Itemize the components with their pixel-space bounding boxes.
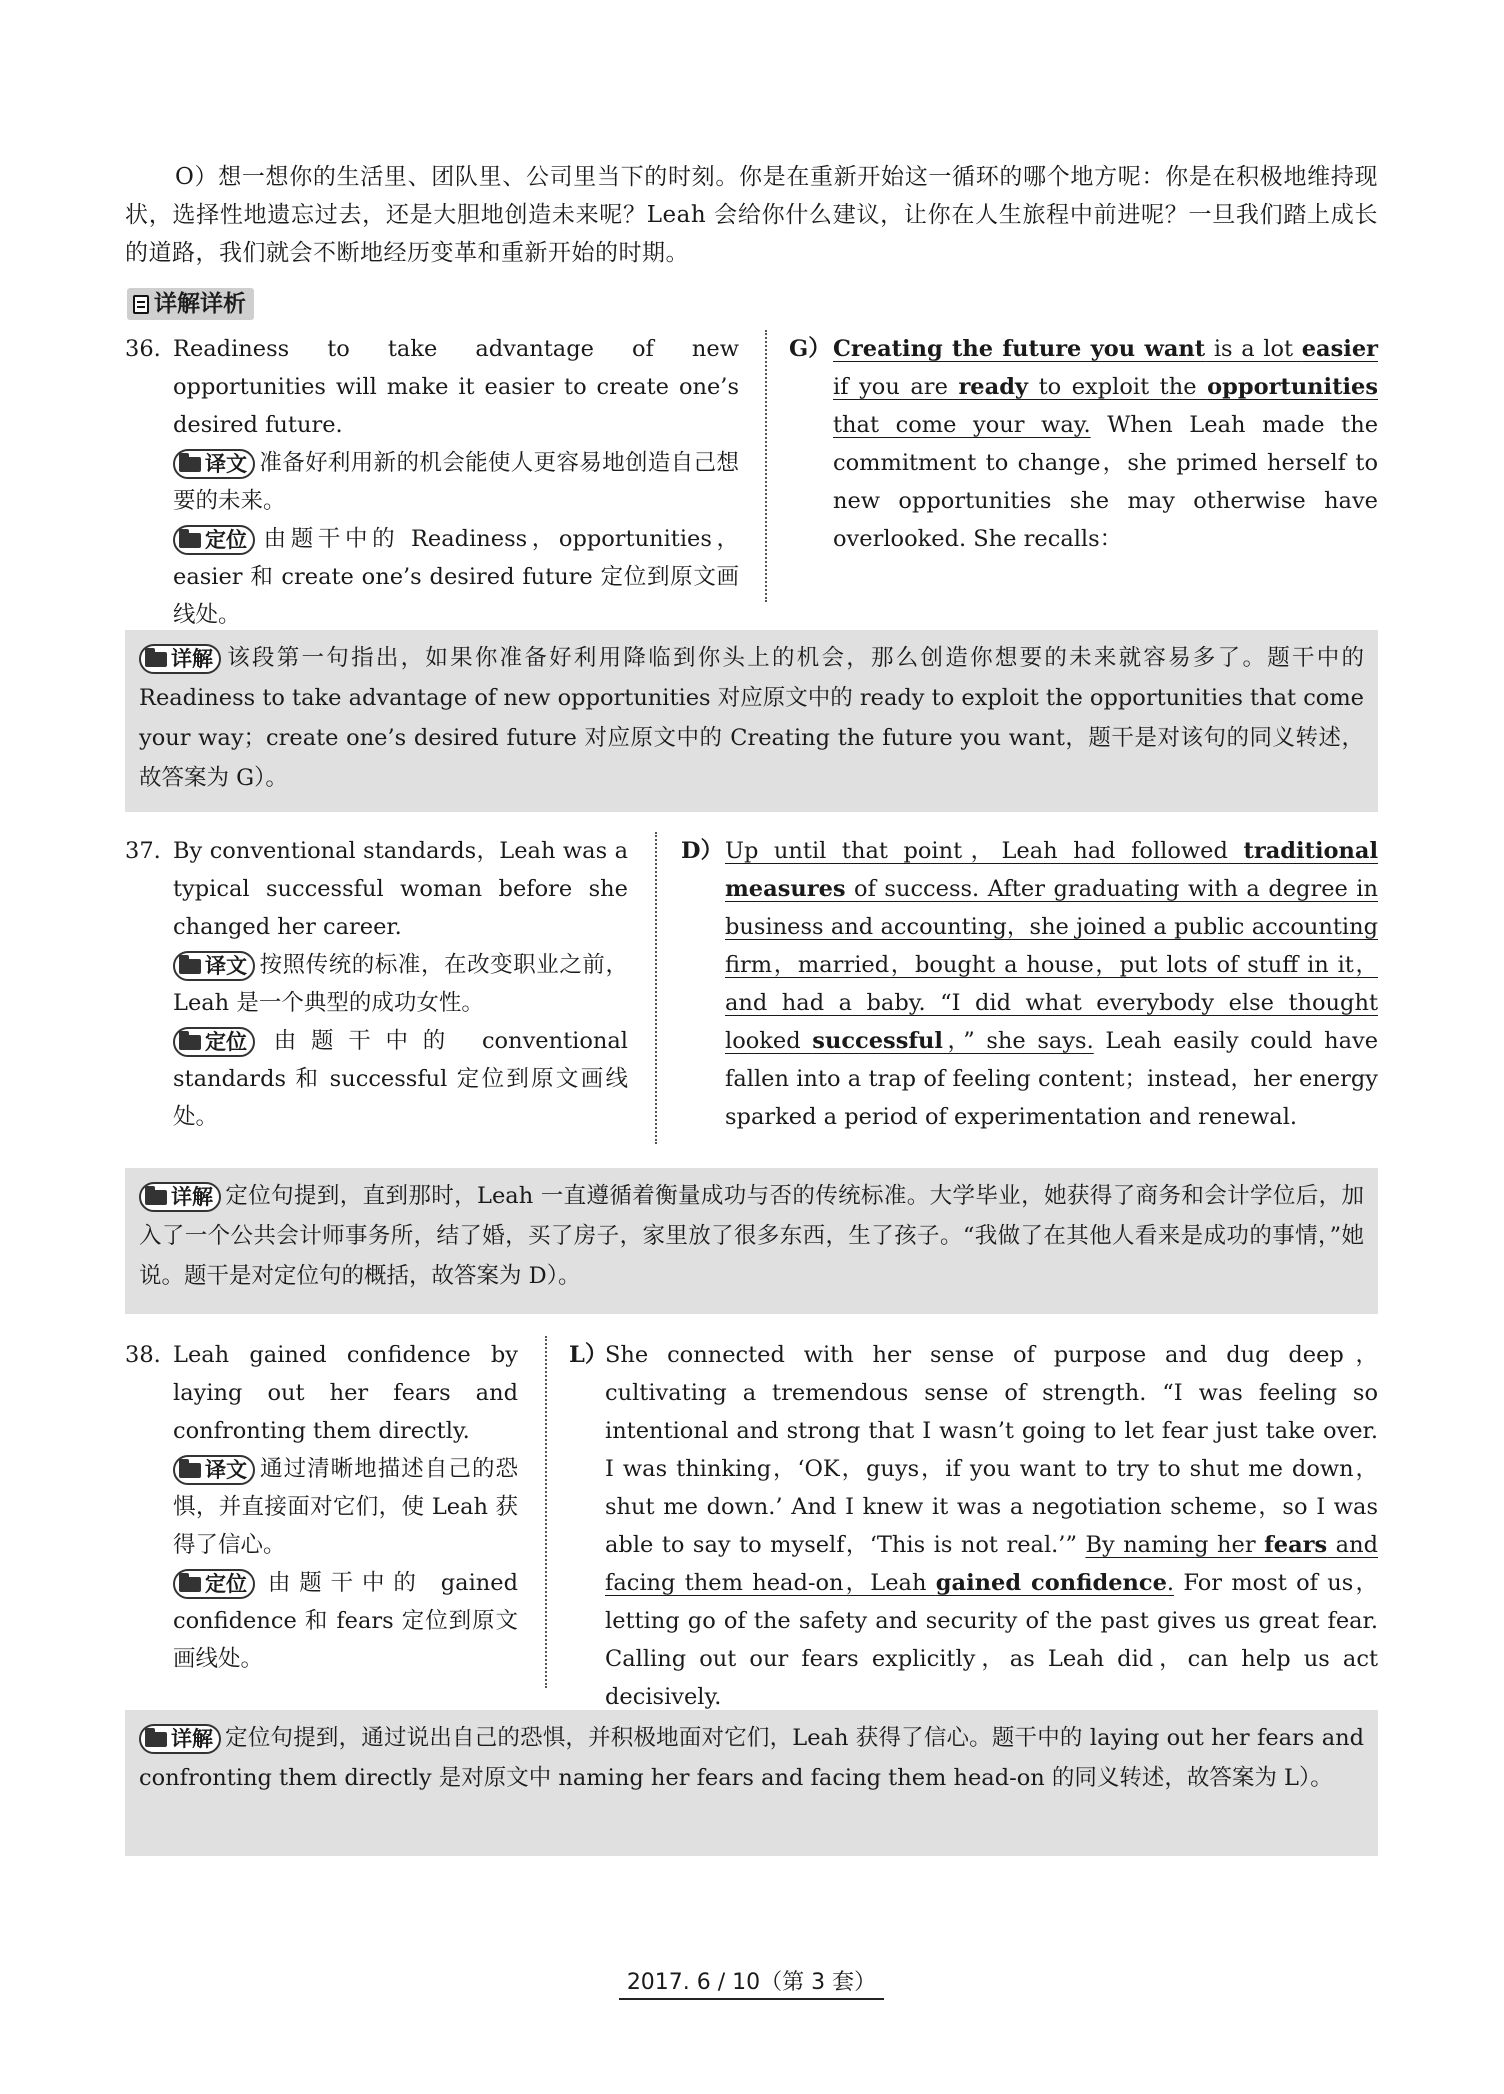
translation-tag: 译文: [173, 1455, 255, 1485]
question-text: Readiness to take advantage of new opportunities will make it easier to create one’s desired future.: [173, 336, 739, 438]
answer-letter: G）: [789, 336, 831, 362]
explain-tag: 详解: [139, 644, 221, 674]
folder-icon: [145, 1190, 167, 1205]
locate-text: 由题干中的 gained confidence 和 fears 定位到原文画线处。: [173, 1570, 518, 1672]
question-stem-37: [125, 832, 628, 1136]
answer-text-run: .: [1166, 1570, 1175, 1596]
question-number: 36.: [125, 336, 161, 362]
translation-text: 通过清晰地描述自己的恐惧，并直接面对它们，使 Leah 获得了信心。: [173, 1456, 518, 1558]
answer-text-run: is a lot: [1205, 336, 1302, 362]
locate-tag: 定位: [173, 1027, 255, 1057]
translation-tag: 译文: [173, 449, 255, 479]
locate-tag: 定位: [173, 1569, 255, 1599]
explain-tag: 详解: [139, 1182, 221, 1212]
question-stem-38: [125, 1336, 518, 1678]
locate-line: [173, 1022, 628, 1136]
question-text: Leah gained confidence by laying out her fears and confronting them directly.: [173, 1342, 518, 1444]
answer-text-run: easier: [1301, 336, 1378, 362]
column-divider: [545, 1336, 547, 1688]
answer-text-run: For most of us，letting go of the safety and security of the past gives us great fear. Calling out our fears explicitly，as Leah did，can help us act decisively.: [605, 1570, 1378, 1710]
folder-icon: [179, 1577, 201, 1592]
explanation-box-36: [125, 630, 1378, 812]
explanation-box-38: [125, 1710, 1378, 1856]
answer-text-run: and facing them head-on，Leah: [605, 1532, 1378, 1596]
translation-line: [173, 1450, 518, 1564]
folder-icon: [145, 652, 167, 667]
locate-text: 由题干中的 conventional standards 和 successful 定位到原文画线处。: [173, 1028, 628, 1130]
explanation-text: 该段第一句指出，如果你准备好利用降临到你头上的机会，那么创造你想要的未来就容易多了。题干中的 Readiness to take advantage of new opportunities 对应原文中的 ready to exploit the opportunities that come your way；create one’s desired future 对应原文中的 Creating the future you want，题干是对该句的同义转述，故答案为 G）。: [139, 645, 1364, 791]
answer-passage-36: [789, 330, 1378, 558]
answer-text: [833, 330, 1378, 558]
answer-text-run: opportunities: [1207, 374, 1379, 400]
answer-text: [725, 832, 1378, 1136]
folder-icon: [179, 533, 201, 548]
answer-text-run: fears: [1264, 1532, 1328, 1558]
answer-text-run: She connected with her sense of purpose and dug deep，cultivating a tremendous sense of strength. “I was feeling so intentional and strong that I wasn’t going to let fear just take over. I was thinking，‘OK，guys，if you want to try to shut me down，shut me down.’ And I knew it was a negotiation scheme，so I was able to say to myself，‘This is not real.’”: [605, 1342, 1378, 1558]
folder-icon: [179, 959, 201, 974]
answer-text-run: Creating the future you want: [833, 336, 1206, 362]
answer-text-run: if you are: [833, 374, 959, 400]
translation-text: 准备好利用新的机会能使人更容易地创造自己想要的未来。: [173, 450, 739, 514]
document-icon: [133, 295, 149, 314]
answer-text: [605, 1336, 1378, 1716]
answer-text-run: Leah easily could have fallen into a trap of feeling content；instead，her energy sparked a period of experimentation and renewal.: [725, 1028, 1379, 1130]
question-number: 38.: [125, 1342, 161, 1368]
section-heading-label: 详解详析: [154, 291, 246, 317]
translation-line: [173, 946, 628, 1022]
answer-text-run: successful: [812, 1028, 943, 1054]
folder-icon: [179, 1463, 201, 1478]
answer-text-run: that come your way.: [833, 412, 1091, 438]
answer-text-run: When Leah made the commitment to change，she primed herself to new opportunities she may otherwise have overlooked. She recalls：: [833, 412, 1379, 552]
folder-icon: [179, 457, 201, 472]
translation-line: [173, 444, 739, 520]
locate-line: [173, 520, 739, 634]
locate-text: 由题干中的 Readiness，opportunities，easier 和 create one’s desired future 定位到原文画线处。: [173, 526, 739, 628]
answer-text-run: gained confidence: [935, 1570, 1167, 1596]
translation-tag: 译文: [173, 951, 255, 981]
folder-icon: [179, 1035, 201, 1050]
translation-text: 按照传统的标准，在改变职业之前，Leah 是一个典型的成功女性。: [173, 952, 628, 1016]
folder-icon: [145, 1732, 167, 1747]
answer-letter: D）: [681, 838, 724, 864]
explain-tag: 详解: [139, 1724, 221, 1754]
section-heading: [127, 288, 254, 320]
answer-text-run: ready: [958, 374, 1029, 400]
locate-tag: 定位: [173, 525, 255, 555]
answer-passage-38: [569, 1336, 1378, 1716]
question-block-37: [125, 832, 1378, 1152]
explanation-box-37: [125, 1168, 1378, 1314]
answer-letter: L）: [569, 1342, 608, 1368]
answer-text-run: By naming her: [1085, 1532, 1265, 1558]
question-text: By conventional standards，Leah was a typical successful woman before she changed her career.: [173, 838, 628, 940]
answer-text-run: traditional measures: [725, 838, 1378, 902]
question-block-38: [125, 1336, 1378, 1710]
page-number: 2017. 6 / 10（第 3 套）: [619, 1965, 884, 2000]
explanation-text: 定位句提到，直到那时，Leah 一直遵循着衡量成功与否的传统标准。大学毕业，她获得了商务和会计学位后，加入了一个公共会计师事务所，结了婚，买了房子，家里放了很多东西，生了孩子。“我做了在其他人看来是成功的事情，”她说。题干是对定位句的概括，故答案为 D）。: [139, 1183, 1364, 1289]
column-divider: [655, 832, 657, 1144]
answer-text-run: ，” she says.: [942, 1028, 1094, 1054]
answer-text-run: of success. After graduating with a degree in business and accounting，she joined a public accounting firm，married，bought a house，put lots of stuff in it，and had a baby. “I did what everybody else thought looked: [725, 876, 1378, 1054]
column-divider: [765, 330, 767, 602]
question-block-36: [125, 330, 1379, 628]
intro-paragraph: O）想一想你的生活里、团队里、公司里当下的时刻。你是在重新开始这一循环的哪个地方呢：你是在积极地维持现状，选择性地遗忘过去，还是大胆地创造未来呢？Leah 会给你什么建议，让你在人生旅程中前进呢？一旦我们踏上成长的道路，我们就会不断地经历变革和重新开始的时期。: [125, 164, 1378, 266]
question-stem-36: [125, 330, 739, 634]
locate-line: [173, 1564, 518, 1678]
answer-passage-37: [681, 832, 1378, 1136]
page-footer: [125, 1965, 1378, 2000]
answer-text-run: Up until that point，Leah had followed: [725, 838, 1244, 864]
question-number: 37.: [125, 838, 161, 864]
answer-text-run: to exploit the: [1028, 374, 1208, 400]
explanation-text: 定位句提到，通过说出自己的恐惧，并积极地面对它们，Leah 获得了信心。题干中的 laying out her fears and confronting them directly 是对原文中 naming her fears and facing them head-on 的同义转述，故答案为 L）。: [139, 1725, 1364, 1791]
